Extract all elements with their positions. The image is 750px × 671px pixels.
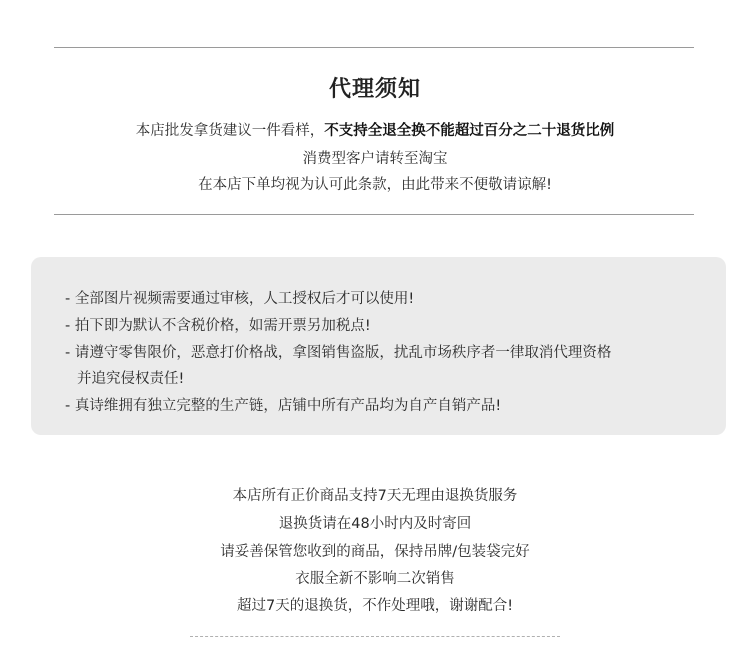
notice-line-3: 在本店下单均视为认可此条款，由此带来不便敬请谅解!	[198, 177, 552, 193]
return-policy-line-2: 退换货请在48小时内及时寄回	[278, 516, 472, 532]
return-policy-line-4: 衣服全新不影响二次销售	[295, 571, 455, 587]
return-policy-line-3: 请妥善保管您收到的商品，保持吊牌/包装袋完好	[220, 544, 530, 560]
return-policy-line-1: 本店所有正价商品支持7天无理由退换货服务	[232, 488, 518, 504]
return-policy-line-5: 超过7天的退换货，不作处理哦，谢谢配合!	[236, 598, 514, 614]
notice-line-2: 消费型客户请转至淘宝	[302, 151, 448, 167]
rule-item-price-limit: - 请遵守零售限价，恶意打价格战，拿图销售盗版，扰乱市场秩序者一律取消代理资格	[65, 345, 612, 361]
notice-line-1-bold: 不支持全退全换不能超过百分之二十退货比例	[324, 123, 615, 139]
notice-line-1	[0, 119, 750, 140]
bottom-dashed-divider	[190, 636, 560, 637]
middle-divider	[54, 214, 694, 215]
rule-item-price-limit-cont: 并追究侵权责任!	[77, 371, 185, 387]
rules-box	[31, 257, 726, 435]
notice-title: 代理须知	[328, 77, 421, 102]
notice-line-1-normal: 本店批发拿货建议一件看样，	[135, 123, 325, 139]
rule-item-tax: - 拍下即为默认不含税价格，如需开票另加税点!	[65, 318, 371, 334]
rule-item-production: - 真诗维拥有独立完整的生产链，店铺中所有产品均为自产自销产品!	[65, 398, 502, 414]
top-divider	[54, 47, 694, 48]
rule-item-images: - 全部图片视频需要通过审核，人工授权后才可以使用!	[65, 291, 415, 307]
